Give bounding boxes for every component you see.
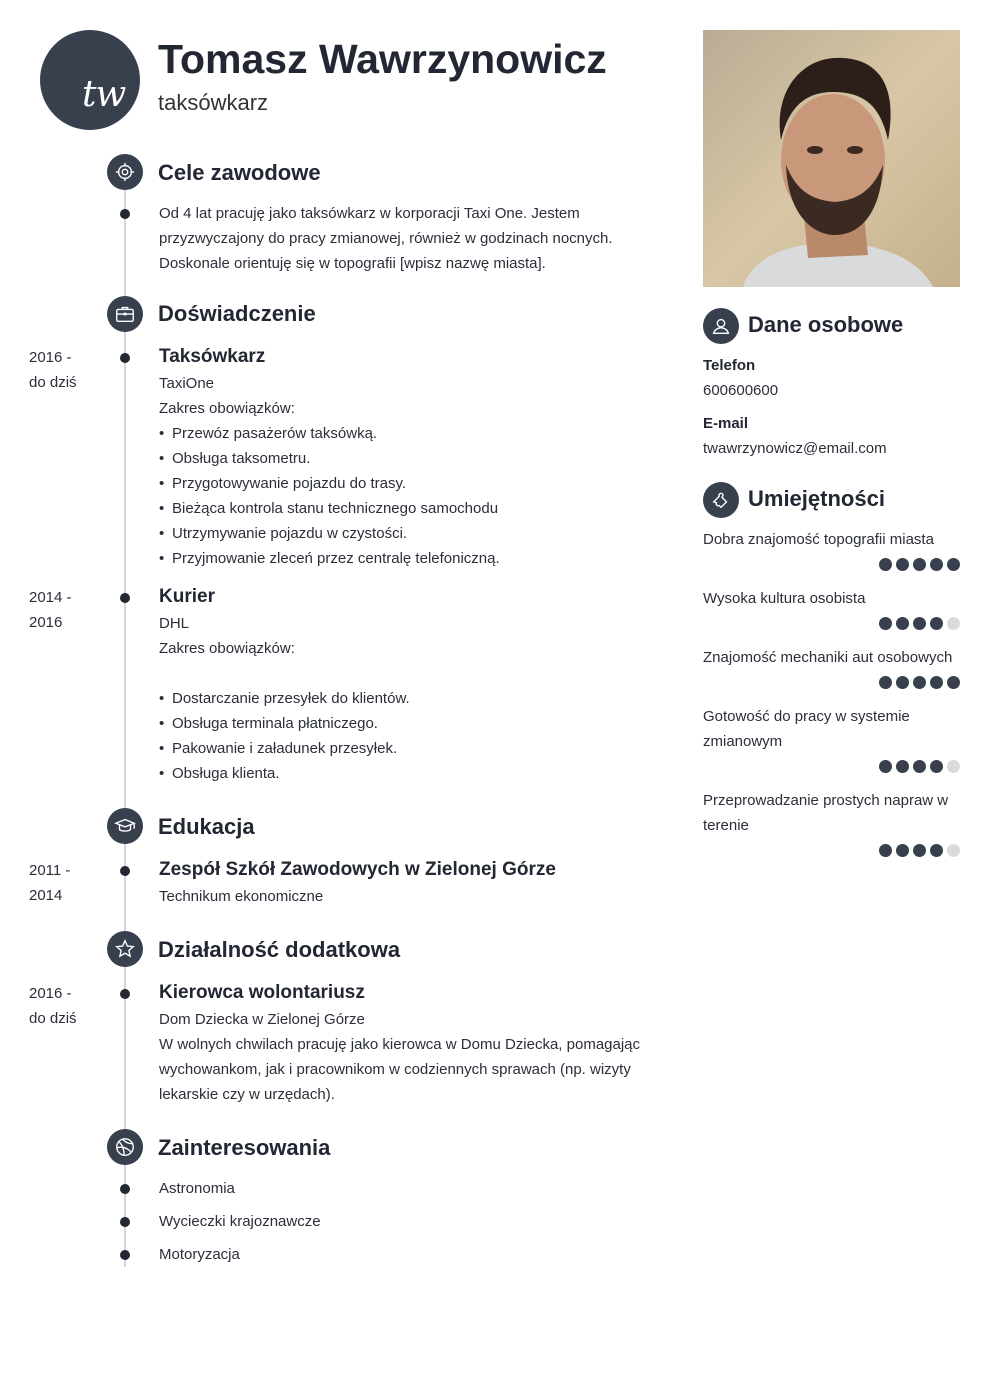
section-title-education: Edukacja [158,814,255,839]
education-date [29,858,104,908]
job-company: TaxiOne [159,375,215,392]
rating-dot-filled [947,558,960,571]
rating-dot-empty [947,760,960,773]
job-duty: • Przyjmowanie zleceń przez centralę telefoniczną. [159,546,659,571]
job-duty: • Przewóz pasażerów taksówką. [159,421,659,446]
skill-name: Gotowość do pracy w systemie zmianowym [703,708,910,750]
activity-entry [159,982,659,1107]
job-date-from: 2016 - [29,349,72,366]
activity-date-from: 2016 - [29,985,72,1002]
job-entry [159,346,659,571]
education-program: Technikum ekonomiczne [159,888,324,905]
objective-text: Od 4 lat pracuję jako taksówkarz w korporacji Taxi One. Jestem przyzwyczajony do pracy zmianowej, również w godzinach nocnych. Doskonale orientuję się w topografii [wpisz nazwę miasta]. [159,205,613,272]
education-date-to: 2014 [29,887,63,904]
activity-date [29,981,104,1031]
profile-photo [703,30,960,287]
job-entry [159,586,659,786]
rating-dot-filled [930,558,943,571]
skill-name: Dobra znajomość topografii miasta [703,531,934,548]
job-duty: • Obsługa terminala płatniczego. [159,711,659,736]
job-position: Kurier [159,586,215,607]
section-title-objective: Cele zawodowe [158,160,321,185]
rating-dot-filled [930,760,943,773]
graduation-cap-icon [107,808,143,844]
activity-role: Kierowca wolontariusz [159,982,365,1003]
rating-dot-filled [879,676,892,689]
timeline-dot [120,1184,130,1194]
job-duty: • Bieżąca kontrola stanu technicznego samochodu [159,496,659,521]
rating-dot-filled [913,617,926,630]
timeline-dot [120,1250,130,1260]
skill-name: Wysoka kultura osobista [703,590,866,607]
timeline-dot [120,1217,130,1227]
monogram-initials: tw [82,74,126,115]
job-duty: • Pakowanie i załadunek przesyłek. [159,736,659,761]
candidate-title: taksówkarz [158,90,269,115]
job-company: DHL [159,615,190,632]
rating-dot-filled [879,617,892,630]
email-label: E-mail [703,415,749,432]
rating-dot-filled [879,760,892,773]
rating-dot-filled [896,760,909,773]
job-duties-list [159,421,659,571]
timeline-dot [120,353,130,363]
rating-dot-filled [896,844,909,857]
skill-rating [879,558,960,571]
timeline-dot [120,989,130,999]
email-value: twawrzynowicz@email.com [703,440,887,457]
rating-dot-filled [930,617,943,630]
rating-dot-filled [879,844,892,857]
interest-item: Astronomia [159,1180,235,1197]
activity-org: Dom Dziecka w Zielonej Górze [159,1011,365,1028]
job-date-from: 2014 - [29,589,72,606]
rating-dot-filled [913,844,926,857]
job-duties-list [159,686,659,786]
interest-item: Motoryzacja [159,1246,240,1263]
skill-rating [879,676,960,689]
candidate-name: Tomasz Wawrzynowicz [158,36,607,82]
education-school: Zespół Szkół Zawodowych w Zielonej Górze [159,859,556,880]
section-title-experience: Doświadczenie [158,301,316,326]
timeline-dot [120,866,130,876]
rating-dot-filled [930,676,943,689]
section-title-skills: Umiejętności [748,486,885,511]
skill-name: Znajomość mechaniki aut osobowych [703,649,953,666]
education-entry [159,859,659,909]
rating-dot-empty [947,617,960,630]
job-duty: • Utrzymywanie pojazdu w czystości. [159,521,659,546]
rating-dot-filled [879,558,892,571]
user-icon [703,308,739,344]
activity-date-to: do dziś [29,1010,77,1027]
education-date-from: 2011 - [29,862,71,879]
interest-item: Wycieczki krajoznawcze [159,1213,321,1230]
phone-label: Telefon [703,357,756,374]
rating-dot-filled [947,676,960,689]
rating-dot-filled [913,760,926,773]
section-title-personal: Dane osobowe [748,312,904,337]
job-date-to: do dziś [29,374,77,391]
star-icon [107,931,143,967]
rating-dot-filled [896,617,909,630]
phone-value: 600600600 [703,382,779,399]
rating-dot-empty [947,844,960,857]
job-date-to: 2016 [29,614,63,631]
section-title-interests: Zainteresowania [158,1135,331,1160]
skill-name: Przeprowadzanie prostych napraw w terenie [703,792,949,834]
job-duty: • Obsługa taksometru. [159,446,659,471]
section-title-activities: Działalność dodatkowa [158,937,401,962]
puzzle-icon [703,482,739,518]
rating-dot-filled [930,844,943,857]
job-date [29,345,104,395]
rating-dot-filled [913,676,926,689]
job-scope-label: Zakres obowiązków: [159,640,295,657]
activity-description: W wolnych chwilach pracuję jako kierowca w Domu Dziecka, pomagając wychowankom, jak i pracownikom w codziennych sprawach (np. wizyty lekarskie czy w urzędach). [159,1036,641,1103]
target-icon [107,154,143,190]
rating-dot-filled [913,558,926,571]
job-duty: • Obsługa klienta. [159,761,659,786]
job-date [29,585,104,635]
skill-rating [879,844,960,857]
ball-icon [107,1129,143,1165]
rating-dot-filled [896,558,909,571]
job-scope-label: Zakres obowiązków: [159,400,295,417]
monogram-avatar [40,30,140,130]
rating-dot-filled [896,676,909,689]
timeline-dot [120,593,130,603]
skill-rating [879,760,960,773]
job-position: Taksówkarz [159,346,266,367]
job-duty: • Dostarczanie przesyłek do klientów. [159,686,659,711]
job-duty: • Przygotowywanie pojazdu do trasy. [159,471,659,496]
briefcase-icon [107,296,143,332]
skill-rating [879,617,960,630]
timeline-dot [120,209,130,219]
